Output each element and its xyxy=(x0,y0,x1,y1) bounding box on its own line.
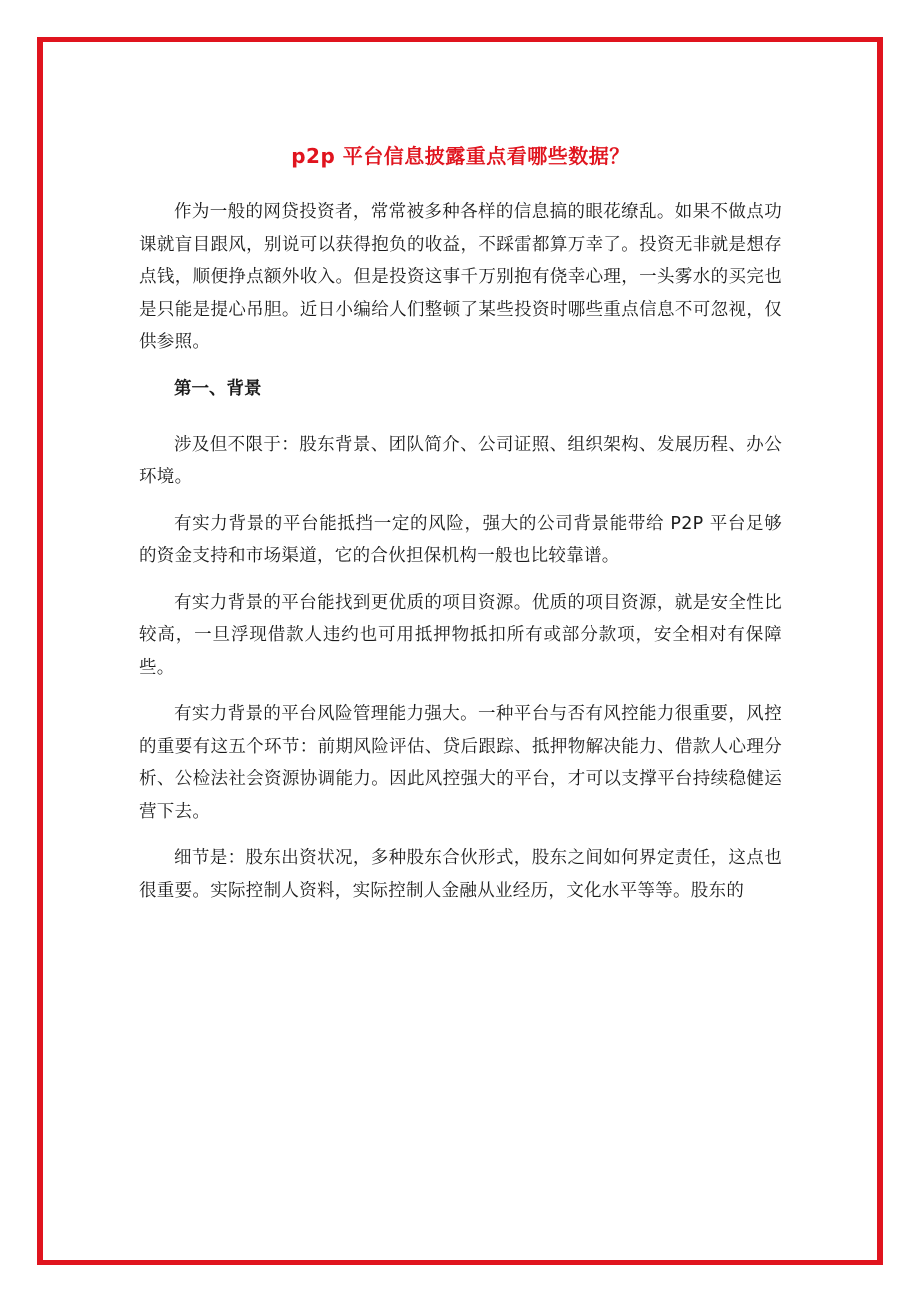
document-body xyxy=(139,138,782,1258)
paragraph-risk-management: 有实力背景的平台风险管理能力强大。一种平台与否有风控能力很重要，风控的重要有这五个环节：前期风险评估、贷后跟踪、抵押物解决能力、借款人心理分析、公检法社会资源协调能力。因此风控强大的平台，才可以支撑平台持续稳健运营下去。 xyxy=(139,704,782,822)
section-heading-background: 第一、背景 xyxy=(174,378,262,399)
paragraph-risk-resistance: 有实力背景的平台能抵挡一定的风险，强大的公司背景能带给 P2P 平台足够的资金支持和市场渠道，它的合伙担保机构一般也比较靠谱。 xyxy=(139,513,782,566)
paragraph-scope: 涉及但不限于：股东背景、团队简介、公司证照、组织架构、发展历程、办公环境。 xyxy=(139,434,782,487)
paragraph-project-resources: 有实力背景的平台能找到更优质的项目资源。优质的项目资源，就是安全性比较高，一旦浮现借款人违约也可用抵押物抵扣所有或部分款项，安全相对有保障些。 xyxy=(139,592,782,678)
intro-paragraph: 作为一般的网贷投资者，常常被多种各样的信息搞的眼花缭乱。如果不做点功课就盲目跟风，别说可以获得抱负的收益，不踩雷都算万幸了。投资无非就是想存点钱，顺便挣点额外收入。但是投资这事千万别抱有侥幸心理，一头雾水的买完也是只能是提心吊胆。近日小编给人们整顿了某些投资时哪些重点信息不可忽视，仅供参照。 xyxy=(139,202,782,352)
paragraph-details: 细节是：股东出资状况，多种股东合伙形式，股东之间如何界定责任，这点也很重要。实际控制人资料，实际控制人金融从业经历，文化水平等等。股东的 xyxy=(139,848,782,901)
document-title: p2p 平台信息披露重点看哪些数据？ xyxy=(291,144,630,168)
